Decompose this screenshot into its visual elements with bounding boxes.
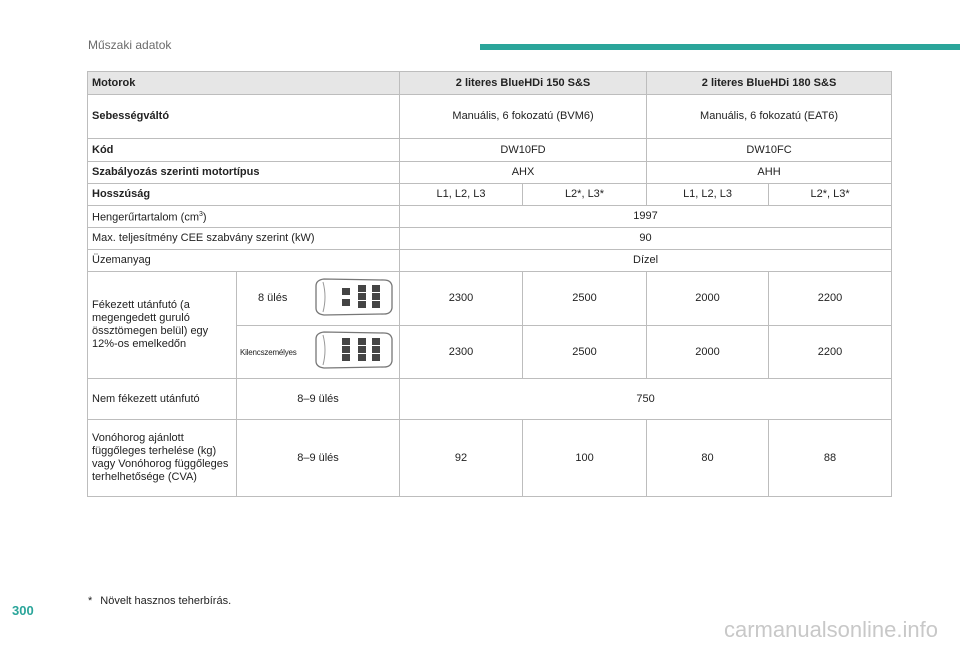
towball-value: 80 [647, 420, 769, 497]
unbraked-value: 750 [400, 379, 892, 420]
seats9-label: Kilencszemélyes [240, 347, 297, 357]
section-title: Műszaki adatok [88, 38, 172, 52]
table-row [88, 139, 892, 162]
van-9-seats-icon [312, 330, 394, 374]
length-label: Hosszúság [88, 184, 400, 206]
engine-type2: AHH [647, 162, 892, 184]
gearbox2: Manuális, 6 fokozatú (EAT6) [647, 95, 892, 139]
code-label: Kód [88, 139, 400, 162]
braked-9seat-value: 2300 [400, 326, 523, 379]
engine-type-label: Szabályozás szerinti motortípus [88, 162, 400, 184]
engine1-header: 2 literes BlueHDi 150 S&S [400, 72, 647, 95]
power-label: Max. teljesítmény CEE szabvány szerint (kW) [88, 228, 400, 250]
towball-value: 92 [400, 420, 523, 497]
table-row [88, 228, 892, 250]
length-value: L1, L2, L3 [647, 184, 769, 206]
braked-9seat-value: 2000 [647, 326, 769, 379]
braked-9seat-value: 2200 [769, 326, 892, 379]
braked-8seat-value: 2500 [523, 272, 647, 326]
gearbox-label: Sebességváltó [88, 95, 400, 139]
braked-8seat-value: 2300 [400, 272, 523, 326]
fuel-value: Dízel [400, 250, 892, 272]
table-row [88, 272, 892, 326]
page-number: 300 [12, 603, 34, 618]
fuel-label: Üzemanyag [88, 250, 400, 272]
table-row [88, 250, 892, 272]
table-row [88, 72, 892, 95]
towball-value: 88 [769, 420, 892, 497]
table-row [88, 379, 892, 420]
seats8-cell [237, 272, 400, 326]
braked-8seat-value: 2000 [647, 272, 769, 326]
displacement-value: 1997 [400, 206, 892, 228]
engine2-header: 2 literes BlueHDi 180 S&S [647, 72, 892, 95]
braked-9seat-value: 2500 [523, 326, 647, 379]
table-row [88, 420, 892, 497]
unbraked-trailer-label: Nem fékezett utánfutó [88, 379, 237, 420]
table-row [88, 206, 892, 228]
engine-type1: AHX [400, 162, 647, 184]
seats8-label: 8 ülés [258, 292, 288, 304]
towball-seats: 8–9 ülés [237, 420, 400, 497]
van-8-seats-icon [312, 277, 394, 321]
displacement-label: Hengerűrtartalom $(cm^3)$ [88, 206, 400, 228]
seats9-cell [237, 326, 400, 379]
code1: DW10FD [400, 139, 647, 162]
gearbox1: Manuális, 6 fokozatú (BVM6) [400, 95, 647, 139]
unbraked-seats: 8–9 ülés [237, 379, 400, 420]
braked-trailer-label: Fékezett utánfutó (a megengedett guruló össztömegen belül) egy 12%-os emelkedőn [88, 272, 237, 379]
length-value: L1, L2, L3 [400, 184, 523, 206]
header-accent-bar [480, 44, 960, 50]
code2: DW10FC [647, 139, 892, 162]
length-value: L2*, L3* [769, 184, 892, 206]
towball-load-label: Vonóhorog ajánlott függőleges terhelése (kg) vagy Vonóhorog függőleges terhelhetősége (CVA) [88, 420, 237, 497]
towball-value: 100 [523, 420, 647, 497]
power-value: 90 [400, 228, 892, 250]
length-value: L2*, L3* [523, 184, 647, 206]
motor-label: Motorok [88, 72, 400, 95]
table-row [88, 95, 892, 139]
watermark: carmanualsonline.info [723, 617, 938, 642]
braked-8seat-value: 2200 [769, 272, 892, 326]
footnote [88, 595, 231, 607]
footnote-mark: * [88, 595, 93, 607]
table-row [88, 184, 892, 206]
table-row [88, 162, 892, 184]
spec-table [87, 71, 892, 497]
footnote-text: Növelt hasznos teherbírás. [100, 595, 232, 607]
